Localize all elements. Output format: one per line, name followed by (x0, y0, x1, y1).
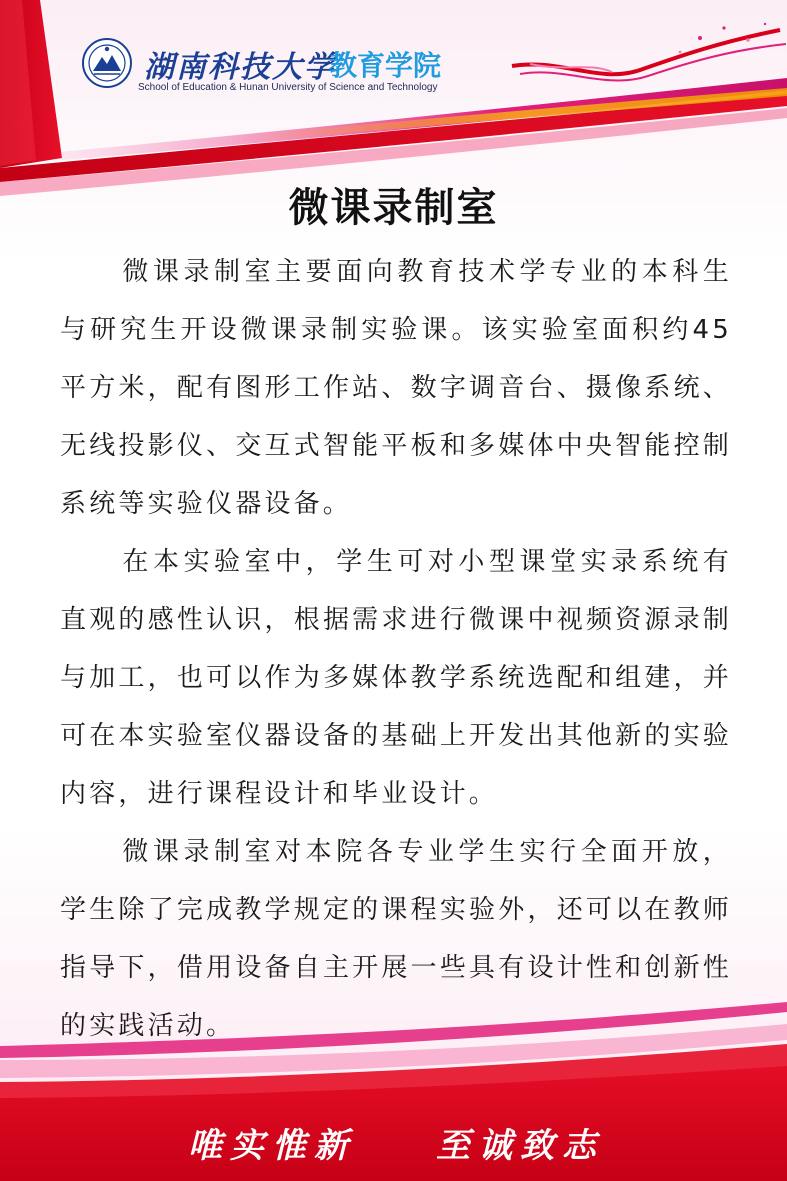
motto-left: 唯实惟新 (188, 1126, 356, 1166)
school-name-cn: 教育学院 (329, 49, 442, 82)
motto-right: 至诚致志 (436, 1126, 604, 1166)
paragraph-open-access: 微课录制室对本院各专业学生实行全面开放，学生除了完成教学规定的课程实验外，还可以在教师指导下，借用设备自主开展一些具有设计性和创新性的实践活动。 (60, 837, 732, 1041)
university-name-cn: 湖南科技大学 (144, 50, 336, 85)
paragraph-intro: 微课录制室主要面向教育技术学专业的本科生与研究生开设微课录制实验课。该实验室面积约45平方米，配有图形工作站、数字调音台、摄像系统、无线投影仪、交互式智能平板和多媒体中央智能控制系统等实验仪器设备。 (60, 257, 732, 519)
school-name-en: School of Education & Hunan University of Science and Technology (138, 82, 438, 93)
paragraph-functions: 在本实验室中，学生可对小型课堂实录系统有直观的感性认识，根据需求进行微课中视频资源录制与加工，也可以作为多媒体教学系统选配和组建，并可在本实验室仪器设备的基础上开发出其他新的实验内容，进行课程设计和毕业设计。 (60, 547, 732, 809)
university-emblem-icon (82, 38, 132, 88)
page-title: 微课录制室 (288, 185, 499, 231)
body-content (60, 243, 732, 1055)
